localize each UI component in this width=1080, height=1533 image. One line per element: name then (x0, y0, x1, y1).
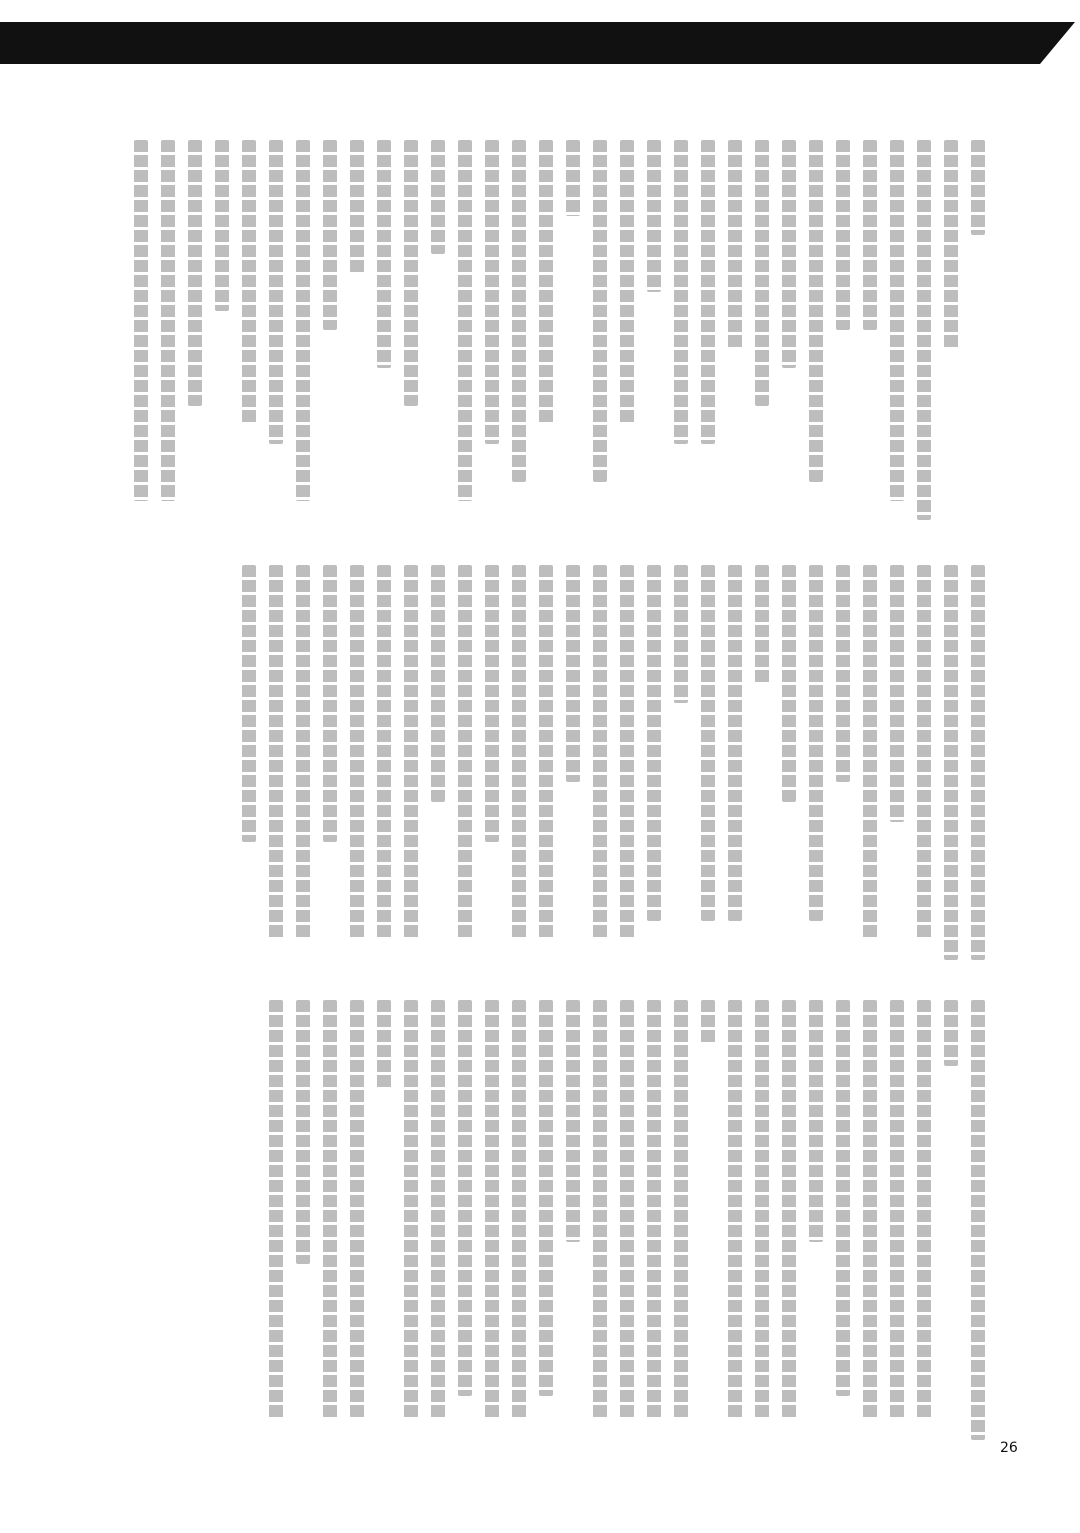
text-column-placeholder (971, 140, 985, 235)
text-column-placeholder (512, 140, 526, 482)
text-column-placeholder (620, 1000, 634, 1418)
text-column-placeholder (377, 1000, 391, 1088)
text-column-placeholder (890, 565, 904, 822)
text-column-placeholder (377, 565, 391, 940)
text-column-placeholder (323, 140, 337, 330)
header-bar (0, 22, 1080, 64)
text-column-placeholder (863, 1000, 877, 1418)
text-column-placeholder (890, 140, 904, 501)
text-column-placeholder (755, 140, 769, 406)
text-column-placeholder (161, 140, 175, 501)
text-column-placeholder (593, 565, 607, 940)
text-column-placeholder (620, 140, 634, 425)
text-column-placeholder (377, 140, 391, 368)
text-column-placeholder (674, 1000, 688, 1418)
text-column-placeholder (350, 565, 364, 940)
text-column-placeholder (539, 565, 553, 940)
text-column-placeholder (323, 565, 337, 842)
text-column-placeholder (782, 565, 796, 802)
text-tier (95, 140, 985, 520)
text-column-placeholder (188, 140, 202, 406)
text-column-placeholder (485, 140, 499, 444)
text-tier (95, 565, 985, 960)
text-column-placeholder (620, 565, 634, 940)
text-column-placeholder (674, 565, 688, 703)
text-column-placeholder (863, 565, 877, 940)
text-column-placeholder (782, 1000, 796, 1418)
text-column-placeholder (404, 140, 418, 406)
text-column-placeholder (944, 140, 958, 349)
text-column-placeholder (701, 140, 715, 444)
text-column-placeholder (836, 565, 850, 782)
text-tier (95, 1000, 985, 1440)
text-column-placeholder (296, 1000, 310, 1264)
text-column-placeholder (269, 565, 283, 940)
text-column-placeholder (782, 140, 796, 368)
text-column-placeholder (431, 140, 445, 254)
text-column-placeholder (242, 140, 256, 425)
text-column-placeholder (863, 140, 877, 330)
text-column-placeholder (512, 1000, 526, 1418)
text-column-placeholder (539, 1000, 553, 1396)
text-column-placeholder (431, 1000, 445, 1418)
text-column-placeholder (944, 565, 958, 960)
text-column-placeholder (971, 565, 985, 960)
text-column-placeholder (539, 140, 553, 425)
text-column-placeholder (701, 565, 715, 921)
text-column-placeholder (485, 1000, 499, 1418)
text-column-placeholder (404, 565, 418, 940)
text-column-placeholder (836, 1000, 850, 1396)
text-column-placeholder (269, 1000, 283, 1418)
text-column-placeholder (593, 1000, 607, 1418)
text-column-placeholder (809, 140, 823, 482)
text-column-placeholder (566, 1000, 580, 1242)
text-column-placeholder (458, 1000, 472, 1396)
text-column-placeholder (917, 140, 931, 520)
text-column-placeholder (728, 1000, 742, 1418)
text-column-placeholder (701, 1000, 715, 1044)
text-column-placeholder (674, 140, 688, 444)
text-column-placeholder (350, 1000, 364, 1418)
text-column-placeholder (917, 1000, 931, 1418)
text-column-placeholder (566, 140, 580, 216)
text-column-placeholder (809, 565, 823, 921)
text-column-placeholder (404, 1000, 418, 1418)
text-column-placeholder (350, 140, 364, 273)
text-column-placeholder (512, 565, 526, 940)
text-column-placeholder (836, 140, 850, 330)
text-column-placeholder (269, 140, 283, 444)
text-column-placeholder (215, 140, 229, 311)
text-column-placeholder (647, 1000, 661, 1418)
text-column-placeholder (917, 565, 931, 940)
text-column-placeholder (755, 1000, 769, 1418)
text-column-placeholder (728, 565, 742, 921)
text-column-placeholder (944, 1000, 958, 1066)
text-column-placeholder (809, 1000, 823, 1242)
text-column-placeholder (566, 565, 580, 782)
text-column-placeholder (728, 140, 742, 349)
text-column-placeholder (134, 140, 148, 501)
text-column-placeholder (755, 565, 769, 684)
text-column-placeholder (647, 140, 661, 292)
text-column-placeholder (971, 1000, 985, 1440)
text-column-placeholder (431, 565, 445, 802)
text-column-placeholder (242, 565, 256, 842)
text-column-placeholder (296, 565, 310, 940)
text-column-placeholder (485, 565, 499, 842)
text-column-placeholder (323, 1000, 337, 1418)
text-column-placeholder (458, 565, 472, 940)
text-column-placeholder (593, 140, 607, 482)
page-number: 26 (1000, 1440, 1018, 1456)
text-column-placeholder (647, 565, 661, 921)
text-column-placeholder (296, 140, 310, 501)
text-column-placeholder (890, 1000, 904, 1418)
text-column-placeholder (458, 140, 472, 501)
